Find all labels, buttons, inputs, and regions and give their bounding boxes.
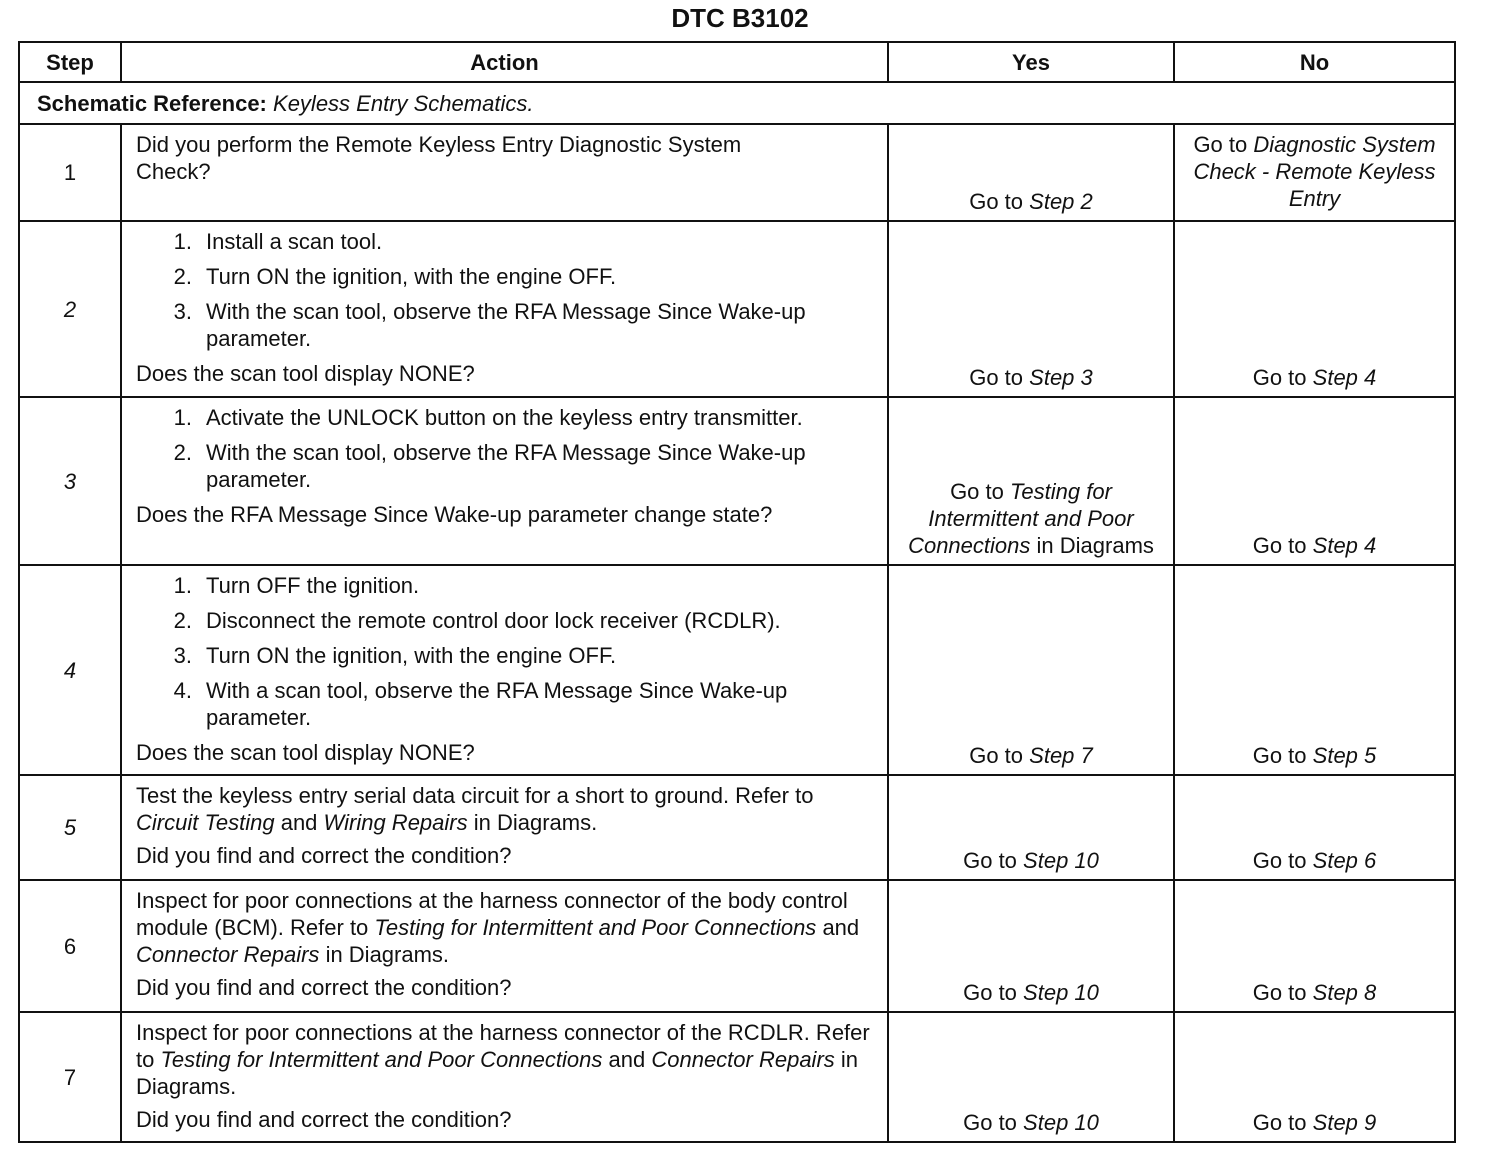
schematic-row (19, 82, 1455, 124)
action-cell (121, 221, 888, 397)
action-question: Did you perform the Remote Keyless Entry Diagnostic System Check? (136, 132, 742, 184)
schematic-reference (19, 82, 1455, 124)
action-cell (121, 775, 888, 880)
list-item: 3. Turn ON the ignition, with the engine OFF. (173, 643, 617, 668)
action-question: Did you find and correct the condition? (136, 1107, 512, 1132)
step-number: 5 (19, 775, 121, 880)
reference-link[interactable]: Connector Repairs (651, 1047, 835, 1072)
no-cell: Go to Step 6 (1174, 775, 1455, 880)
list-item: 1. Activate the UNLOCK button on the keyless entry transmitter. (173, 405, 803, 430)
step-number: 4 (19, 565, 121, 775)
action-cell (121, 880, 888, 1012)
table-row (19, 221, 1455, 397)
list-item: 1. Install a scan tool. (173, 229, 383, 254)
yes-cell: Go to Step 10 (888, 880, 1174, 1012)
list-item: 2. With the scan tool, observe the RFA Message Since Wake-up parameter. (173, 440, 806, 492)
reference-link[interactable]: Circuit Testing (136, 810, 275, 835)
no-cell: Go to Step 4 (1174, 221, 1455, 397)
step-number: 6 (19, 880, 121, 1012)
yes-link[interactable]: Testing for Intermittent and Poor Connections (908, 479, 1134, 558)
yes-cell: Go to Step 3 (888, 221, 1174, 397)
diagnostic-table (18, 41, 1456, 1143)
action-text: Inspect for poor connections at the harness connector of the RCDLR. Refer to Testing for Intermittent and Poor Connections and Connector Repairs in Diagrams. (136, 1020, 870, 1099)
action-cell (121, 1012, 888, 1142)
action-question: Did you find and correct the condition? (136, 843, 512, 868)
yes-link[interactable]: Step 3 (1029, 365, 1093, 390)
action-question: Does the scan tool display NONE? (136, 361, 475, 386)
action-question: Did you find and correct the condition? (136, 975, 512, 1000)
no-cell: Go to Step 8 (1174, 880, 1455, 1012)
yes-link[interactable]: Step 10 (1023, 848, 1099, 873)
yes-cell: Go to Step 7 (888, 565, 1174, 775)
page-title: DTC B3102 (671, 3, 809, 33)
list-item: 2. Disconnect the remote control door lock receiver (RCDLR). (173, 608, 781, 633)
step-number: 7 (19, 1012, 121, 1142)
action-text: Test the keyless entry serial data circuit for a short to ground. Refer to Circuit Testing and Wiring Repairs in Diagrams. (136, 783, 814, 835)
yes-link[interactable]: Step 10 (1023, 980, 1099, 1005)
action-cell (121, 565, 888, 775)
no-cell: Go to Diagnostic System Check - Remote Keyless Entry (1174, 124, 1455, 221)
no-cell: Go to Step 4 (1174, 397, 1455, 565)
no-link[interactable]: Step 4 (1312, 365, 1377, 390)
no-cell: Go to Step 5 (1174, 565, 1455, 775)
yes-cell: Go to Step 10 (888, 1012, 1174, 1142)
list-item: 2. Turn ON the ignition, with the engine OFF. (173, 264, 617, 289)
table-row (19, 124, 1455, 221)
reference-link[interactable]: Connector Repairs (136, 942, 320, 967)
list-item: 1. Turn OFF the ignition. (173, 573, 420, 598)
no-link[interactable]: Step 9 (1312, 1110, 1377, 1135)
step-number: 1 (19, 124, 121, 221)
action-text: Inspect for poor connections at the harness connector of the body control module (BCM). Refer to Testing for Intermittent and Poor Connections and Connector Repairs in Diagrams. (136, 888, 860, 967)
header-row (19, 42, 1455, 82)
yes-cell: Go to Testing for Intermittent and Poor Connections in Diagrams (888, 397, 1174, 565)
table-row (19, 565, 1455, 775)
table-row (19, 1012, 1455, 1142)
step-number: 3 (19, 397, 121, 565)
table-row (19, 397, 1455, 565)
action-list (136, 228, 877, 352)
action-cell (121, 124, 888, 221)
table-row (19, 775, 1455, 880)
schematic-label: Schematic Reference: (37, 90, 267, 116)
no-link[interactable]: Step 4 (1312, 533, 1377, 558)
yes-link[interactable]: Step 7 (1029, 743, 1093, 768)
yes-cell: Go to Step 2 (888, 124, 1174, 221)
header-no: No (1174, 42, 1455, 82)
no-cell: Go to Step 9 (1174, 1012, 1455, 1142)
yes-cell: Go to Step 10 (888, 775, 1174, 880)
reference-link[interactable]: Testing for Intermittent and Poor Connections (374, 915, 817, 940)
no-link[interactable]: Step 6 (1312, 848, 1377, 873)
no-link[interactable]: Step 8 (1312, 980, 1377, 1005)
no-link[interactable]: Step 5 (1312, 743, 1377, 768)
reference-link[interactable]: Testing for Intermittent and Poor Connections (160, 1047, 603, 1072)
action-cell (121, 397, 888, 565)
reference-link[interactable]: Wiring Repairs (323, 810, 468, 835)
header-yes: Yes (888, 42, 1174, 82)
schematic-link[interactable]: Keyless Entry Schematics. (273, 90, 534, 116)
list-item: 3. With the scan tool, observe the RFA Message Since Wake-up parameter. (173, 299, 806, 351)
action-list (136, 572, 877, 731)
action-question: Does the scan tool display NONE? (136, 740, 475, 765)
action-list (136, 404, 877, 493)
header-action: Action (121, 42, 888, 82)
header-step: Step (19, 42, 121, 82)
action-question: Does the RFA Message Since Wake-up parameter change state? (136, 502, 773, 527)
table-row (19, 880, 1455, 1012)
step-number: 2 (19, 221, 121, 397)
no-link[interactable]: Diagnostic System Check - Remote Keyless Entry (1193, 132, 1436, 211)
yes-link[interactable]: Step 10 (1023, 1110, 1099, 1135)
list-item: 4. With a scan tool, observe the RFA Message Since Wake-up parameter. (173, 678, 788, 730)
yes-link[interactable]: Step 2 (1029, 189, 1093, 214)
